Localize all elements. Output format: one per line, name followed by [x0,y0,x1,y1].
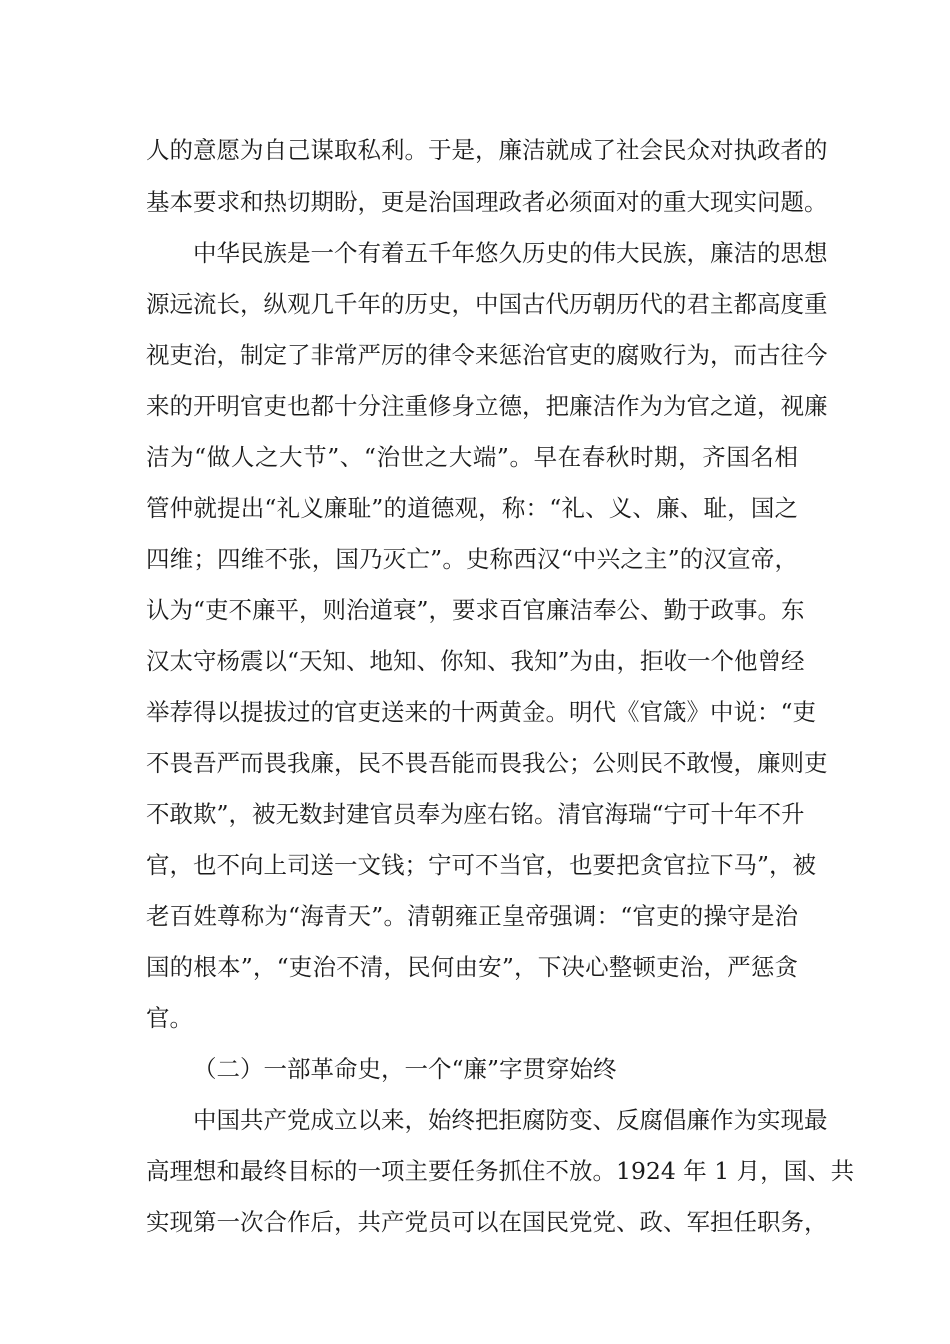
text-line: 官，也不向上司送一文钱；宁可不当官，也要把贪官拉下马”，被 [146,851,817,879]
text-line: 四维；四维不张，国乃灭亡”。史称西汉“中兴之主”的汉宣帝， [146,545,798,573]
paragraph-last-line: 官。 [146,1004,193,1032]
text-line: 源远流长，纵观几千年的历史，中国古代历朝历代的君主都高度重 [146,290,828,318]
text-line: 不敢欺”，被无数封建官员奉为座右铭。清官海瑞“宁可十年不升 [146,800,805,828]
text-line: 洁为“做人之大节”、“治世之大端”。早在春秋时期，齐国名相 [146,443,798,471]
text-line: 视吏治，制定了非常严厉的律令来惩治官吏的腐败行为，而古往今 [146,341,828,369]
text-line: 不畏吾严而畏我廉，民不畏吾能而畏我公；公则民不敢慢，廉则吏 [146,749,828,777]
text-line: 管仲就提出“礼义廉耻”的道德观，称：“礼、义、廉、耻，国之 [146,494,798,522]
section-heading: （二）一部革命史，一个“廉”字贯穿始终 [193,1055,617,1083]
text-line: 来的开明官吏也都十分注重修身立德，把廉洁作为为官之道，视廉 [146,392,828,420]
text-line: 国的根本”，“吏治不清，民何由安”，下决心整顿吏治，严惩贪 [146,953,798,981]
paragraph-first-line: 中华民族是一个有着五千年悠久历史的伟大民族，廉洁的思想 [193,239,828,267]
text-line: 人的意愿为自己谋取私利。于是，廉洁就成了社会民众对执政者的 [146,136,828,164]
text-line: 老百姓尊称为“海青天”。清朝雍正皇帝强调：“官吏的操守是治 [146,902,798,930]
text-line: 实现第一次合作后，共产党员可以在国民党党、政、军担任职务， [146,1208,828,1236]
text-line: 基本要求和热切期盼，更是治国理政者必须面对的重大现实问题。 [146,188,828,216]
text-line: 认为“吏不廉平，则治道衰”，要求百官廉洁奉公、勤于政事。东 [146,596,805,624]
paragraph-first-line: 中国共产党成立以来，始终把拒腐防变、反腐倡廉作为实现最 [193,1106,828,1134]
text-line: 汉太守杨震以“天知、地知、你知、我知”为由，拒收一个他曾经 [146,647,805,675]
text-line: 举荐得以提拔过的官吏送来的十两黄金。明代《官箴》中说：“吏 [146,698,817,726]
text-line: 高理想和最终目标的一项主要任务抓住不放。1924 年 1 月，国、共 [146,1157,855,1185]
